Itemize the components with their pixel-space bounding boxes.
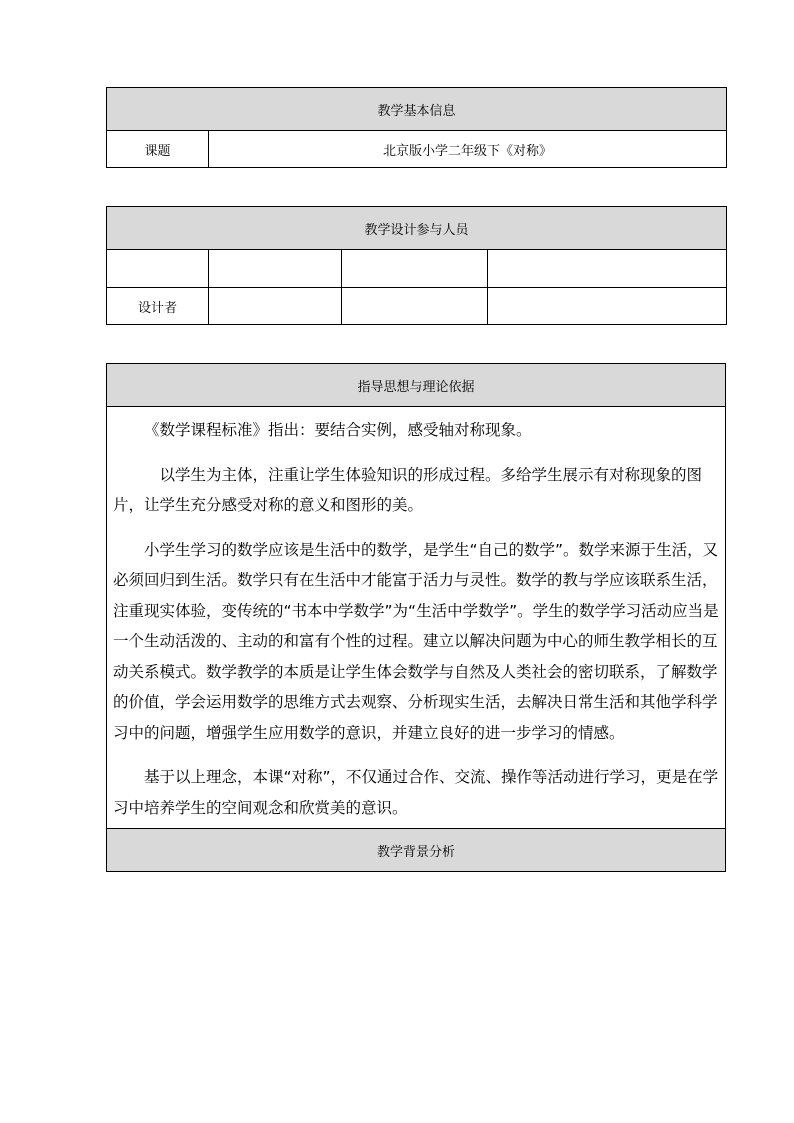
- guiding-paragraph: 《数学课程标准》指出：要结合实例，感受轴对称现象。: [144, 421, 532, 439]
- participants-cell: [209, 250, 342, 288]
- guiding-paragraph: 小学生学习的数学应该是生活中的数学，是学生“自己的数学”。数学来源于生活，又必须回归到生活。数学只有在生活中才能富于活力与灵性。数学的教与学应该联系生活，注重现实体验，变传统的“书本中学数学”为“生活中学数学”。学生的数学学习活动应当是一个生动活泼的、主动的和富有个性的过程。建立以解决问题为中心的师生教学相长的互动关系模式。数学教学的本质是让学生体会数学与自然及人类社会的密切联系，了解数学的价值，学会运用数学的思维方式去观察、分析现实生活，去解决日常生活和其他学科学习中的问题，增强学生应用数学的意识，并建立良好的进一步学习的情感。: [113, 540, 719, 742]
- participants-cell: [488, 288, 727, 325]
- guiding-header: 指导思想与理论依据: [107, 364, 726, 407]
- topic-value: 北京版小学二年级下《对称》: [209, 131, 727, 168]
- participants-cell: [209, 288, 342, 325]
- guiding-paragraph: 基于以上理念，本课“对称”，不仅通过合作、交流、操作等活动进行学习，更是在学习中培养学生的空间观念和欣赏美的意识。: [113, 768, 719, 817]
- participants-cell: [488, 250, 727, 288]
- guiding-paragraph: 以学生为主体，注重让学生体验知识的形成过程。多给学生展示有对称现象的图片，让学生充分感受对称的意义和图形的美。: [113, 465, 703, 514]
- topic-label: 课题: [107, 131, 209, 168]
- participants-header: 教学设计参与人员: [107, 207, 727, 250]
- designer-label: 设计者: [107, 288, 209, 325]
- basic-info-table: [106, 87, 727, 168]
- participants-cell: [107, 250, 209, 288]
- participants-table: [106, 206, 727, 325]
- background-header: 教学背景分析: [107, 829, 726, 872]
- basic-info-header: 教学基本信息: [107, 88, 727, 131]
- participants-cell: [342, 288, 488, 325]
- guiding-body: [107, 407, 726, 829]
- participants-cell: [342, 250, 488, 288]
- guiding-table: [106, 363, 726, 872]
